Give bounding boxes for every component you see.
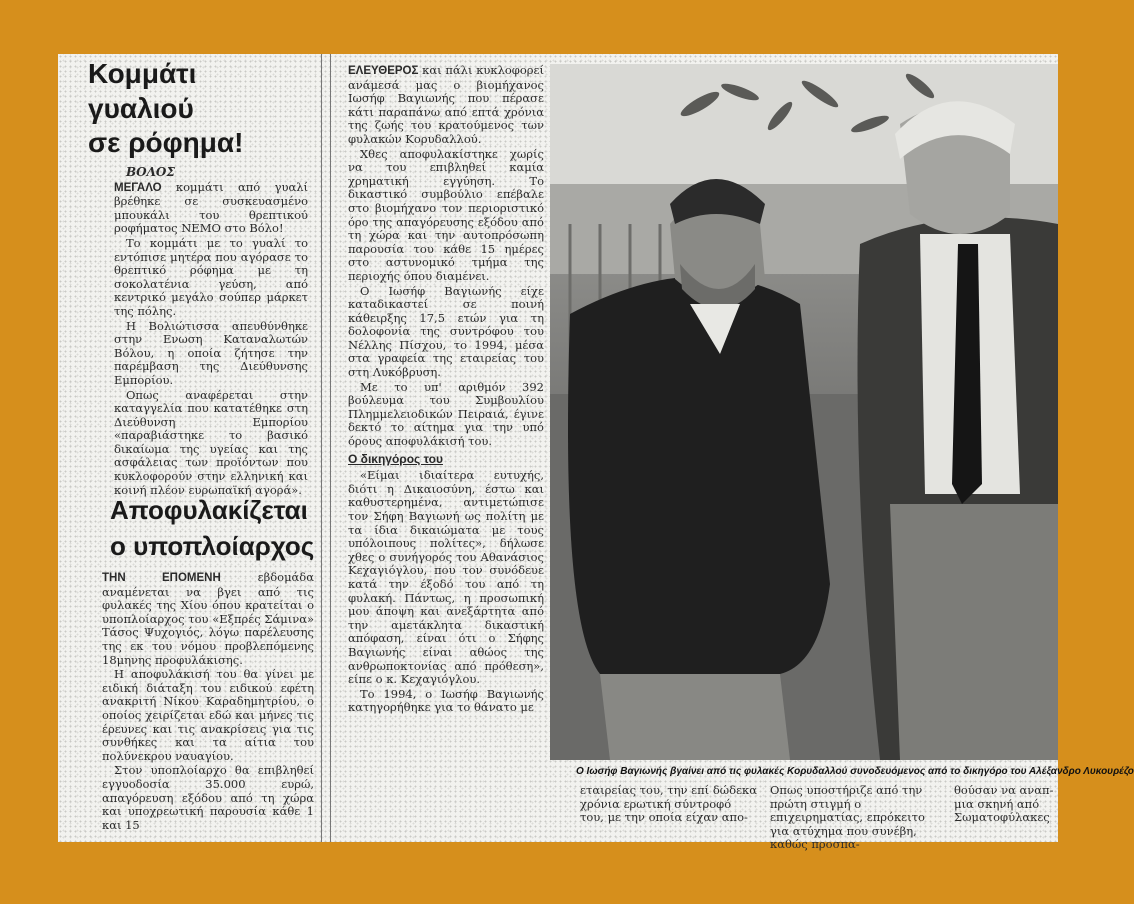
headline-line: σε ρόφημα! bbox=[88, 127, 244, 158]
photo-illustration bbox=[550, 64, 1058, 760]
bottom-column bbox=[770, 784, 940, 852]
dateline: ΒΟΛΟΣ bbox=[126, 165, 175, 179]
bottom-column bbox=[580, 784, 758, 825]
headline-line: Αποφυλακίζεται bbox=[110, 495, 308, 525]
paragraph: κομμάτι από γυαλί βρέθηκε σε συσκευασμένο μπουκάλι του θρεπτικού ροφήματος ΝΕΜΟ στο Βόλο! bbox=[114, 179, 309, 236]
paragraph: Το κομμάτι με το γυαλί το εντόπισε μητέρα που αγόρασε το θρεπτικό ρόφημα με τη σοκολατένια γεύση, από κεντρικό μεγάλο σούπερ μάρκετ της πόλης. bbox=[114, 235, 308, 318]
paragraph: Χθες αποφυλακίστηκε χωρίς να του επιβληθεί καμία χρηματική εγγύηση. Το δικαστικό συμβούλιο επέβαλε στο βιομήχανο τον περιοριστικό όρο της απαγόρευσης εξόδου από τη χώρα και την αυτοπρόσωπη παρουσία του κάθε 15 ημέρες στο αστυνομικό τμήμα της περιοχής όπου διαμένει. bbox=[348, 146, 544, 283]
paragraph: Οπως αναφέρεται στην καταγγελία που κατατέθηκε στη Διεύθυνση Εμπορίου «παραβιάστηκε το βασικό δικαίωμα της υγείας και της ασφάλειας των προϊόντων που κυκλοφορούν στην ελληνική και κοινή πλέον ευρωπαϊκή αγορά». bbox=[114, 387, 308, 497]
column-rule bbox=[321, 54, 322, 842]
paragraph: και πάλι κυκλοφορεί ανάμεσά μας ο βιομήχανος Ιωσήφ Βαγιωνής που πέρασε κάτι παραπάνω από επτά χρόνια της ζωής του κρατούμενος των φυλακών Κορυδαλλού. bbox=[348, 63, 544, 146]
bottom-column bbox=[954, 784, 1058, 825]
article-lead-word: ΕΛΕΥΘΕΡΟΣ bbox=[348, 65, 419, 77]
paragraph: εταιρείας του, την επί δώδεκα χρόνια ερωτική σύντροφό του, με την οποία είχαν απο- bbox=[580, 783, 757, 825]
news-photo bbox=[550, 64, 1058, 760]
paragraph: Με το υπ' αριθμόν 392 βούλευμα του Συμβουλίου Πλημμελειοδικών Πειραιά, έγινε δεκτό το αίτημα για την υπό όρους αποφυλάκισή του. bbox=[348, 379, 544, 449]
article-lead-word: ΤΗΝ ΕΠΟΜΕΝΗ bbox=[102, 572, 221, 584]
article-glass-body bbox=[114, 166, 308, 498]
paragraph: εβδομάδα αναμένεται να βγει από τις φυλακές της Χίου όπου κρατείται ο υποπλοίαρχος του «Εξπρές Σάμινα» Τάσος Ψυχογιός, λόγω παρέλευσης της εκ του νόμου προβλεπόμενης 18μηνης προφυλάκισης. bbox=[102, 570, 315, 667]
subhead-lawyer: Ο δικηγόρος του bbox=[348, 451, 443, 466]
headline-release-officer bbox=[110, 496, 314, 560]
article-vagionis-body bbox=[348, 64, 544, 716]
paragraph: «Είμαι ιδιαίτερα ευτυχής, διότι η Δικαιοσύνη, έστω και καθυστερημένα, αντιμετώπισε τον Σήφη Βαγιωνή ως πολίτη με τα ίδια δικαιώματα με τους υπόλοιπους πολίτες», δήλωσε χθες ο συνήγορός του Αθανάσιος Κεχαγιόγλου, που τον συνόδευε κατά την έξοδό του από τη φυλακή. Πάντως, η προσωπική μου άποψη και ανεξάρτητα από την αμετάκλητα δικαστική απόφαση, είναι ότι ο Σήφης Βαγιωνής είναι αθώος της ανθρωποκτονίας από πρόθεση», είπε ο κ. Κεχαγιόγλου. bbox=[348, 468, 544, 687]
paragraph: Η αποφυλάκισή του θα γίνει με ειδική διάταξη του ειδικού εφέτη ανακριτή Νίκου Καραδημητρίου, ο οποίος χειρίζεται εδώ και μήνες τις έρευνες και τις ανακρίσεις για τις συνθήκες και τα αίτια του πολύνεκρου ναυαγίου. bbox=[102, 667, 314, 763]
headline-line: γυαλιού bbox=[88, 93, 194, 124]
article-release-body bbox=[102, 571, 314, 833]
paragraph: Στον υποπλοίαρχο θα επιβληθεί εγγυοδοσία 35.000 ευρώ, απαγόρευση εξόδου από τη χώρα και υποχρεωτική παρουσία κάθε 1 και 15 bbox=[102, 763, 314, 832]
photo-caption: Ο Ιωσήφ Βαγιωνής βγαίνει από τις φυλακές Κορυδαλλού συνοδευόμενος από το δικηγόρο του Αλέξανδρο Λυκουρέζο bbox=[576, 766, 1134, 777]
paragraph: Οπως υποστήριζε από την πρώτη στιγμή ο επιχειρηματίας, επρόκειτο για ατύχημα που συνέβη, καθώς προσπα- bbox=[770, 783, 925, 852]
headline-line: ο υποπλοίαρχος bbox=[110, 531, 315, 561]
column-rule bbox=[330, 54, 331, 842]
paragraph: Ο Ιωσήφ Βαγιωνής είχε καταδικαστεί σε ποινή κάθειρξης 17,5 ετών για τη δολοφονία της συντρόφου του Νέλλης Πίσχου, το 1994, μέσα στα γραφεία της εταιρείας του στη Λυκόβρυση. bbox=[348, 283, 544, 380]
headline-glass-in-drink bbox=[88, 60, 243, 157]
article-lead-word: ΜΕΓΑΛΟ bbox=[114, 181, 162, 194]
paragraph: Η Βολιώτισσα απευθύνθηκε στην Ενωση Καταναλωτών Βόλου, η οποία ζήτησε την παρέμβαση της Διεύθυνσης Εμπορίου. bbox=[114, 318, 308, 387]
paragraph: θούσαν να αναπ- μια σκηνή από Σωματοφύλακες bbox=[954, 783, 1054, 825]
paragraph: Το 1994, ο Ιωσήφ Βαγιωνής κατηγορήθηκε για το θάνατο με bbox=[348, 686, 544, 715]
newspaper-clipping bbox=[58, 54, 1134, 852]
headline-line: Κομμάτι bbox=[88, 58, 197, 89]
